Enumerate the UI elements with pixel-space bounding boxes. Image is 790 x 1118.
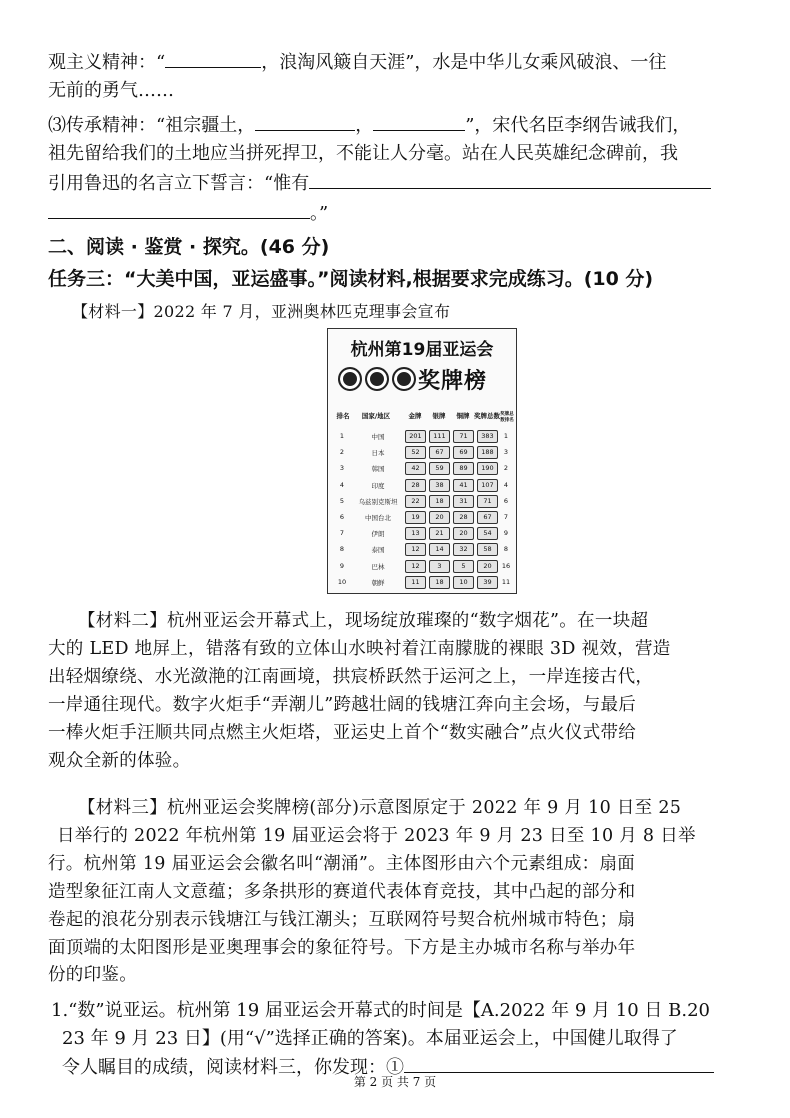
paragraph-line: 【材料二】杭州亚运会开幕式上，现场绽放璀璨的“数字烟花”。在一块超 bbox=[78, 611, 649, 631]
material-one: 【材料一】2022 年 7 月，亚洲奥林匹克理事会宣布 bbox=[72, 302, 451, 321]
table-cell: 中国 bbox=[371, 433, 385, 441]
text-segment: ⑶传承精神：“祖宗疆土， bbox=[48, 115, 256, 136]
table-cell: 38 bbox=[429, 479, 450, 492]
table-cell: 10 bbox=[337, 577, 347, 586]
paragraph-line: 卷起的浪花分别表示钱塘江与钱江潮头；互联网符号契合杭州城市特色；扇 bbox=[48, 910, 636, 930]
table-cell: 59 bbox=[429, 462, 450, 475]
answer-blank[interactable] bbox=[255, 112, 355, 131]
table-cell: 28 bbox=[405, 479, 426, 492]
table-cell: 韩国 bbox=[371, 465, 385, 474]
paragraph-line: 一岸通往现代。数字火炬手“弄潮儿”跨越壮阔的钱塘江奔向主会场，与最后 bbox=[48, 695, 637, 715]
paragraph-line: 份的印鉴。 bbox=[48, 965, 137, 985]
table-row bbox=[332, 479, 512, 493]
answer-blank[interactable] bbox=[404, 1054, 714, 1073]
paragraph-line: 大的 LED 地屏上，错落有致的立体山水映衬着江南朦胧的裸眼 3D 视效，营造 bbox=[48, 639, 671, 659]
table-cell: 乌兹别克斯坦 bbox=[358, 497, 398, 506]
paragraph-line: 行。杭州第 19 届亚运会会徽名叫“潮涌”。主体图形由六个元素组成：扇面 bbox=[48, 854, 636, 874]
table-row bbox=[332, 430, 512, 444]
table-cell: 32 bbox=[453, 543, 474, 556]
table-header-cell: 金牌 bbox=[408, 412, 422, 420]
paragraph-line: 造型象征江南人文意蕴；多条拱形的赛道代表体育竞技，其中凸起的部分和 bbox=[48, 882, 636, 902]
table-cell: 7 bbox=[503, 513, 509, 521]
table-row bbox=[332, 511, 512, 525]
table-cell: 41 bbox=[453, 479, 474, 492]
paragraph-line: 观众全新的体验。 bbox=[48, 751, 191, 771]
table-cell: 19 bbox=[405, 511, 426, 524]
paragraph-line: 1.“数”说亚运。杭州第 19 届亚运会开幕式的时间是【A.2022 年 9 月 10 日 B.20 bbox=[51, 1000, 710, 1021]
paragraph-line: 一棒火炬手汪顺共同点燃主火炬塔，亚运史上首个“数实融合”点火仪式带给 bbox=[48, 723, 637, 743]
table-row bbox=[332, 560, 512, 574]
table-cell: 8 bbox=[339, 545, 345, 554]
table-cell: 42 bbox=[405, 462, 426, 475]
table-cell: 107 bbox=[477, 479, 498, 492]
table-header-cell: 银牌 bbox=[432, 412, 446, 420]
table-cell: 日本 bbox=[371, 449, 385, 458]
table-cell: 1 bbox=[339, 432, 345, 440]
answer-blank[interactable] bbox=[309, 170, 711, 189]
table-cell: 52 bbox=[405, 446, 426, 459]
medal-table-poster bbox=[327, 328, 517, 594]
table-cell: 4 bbox=[339, 480, 345, 489]
table-cell: 31 bbox=[453, 495, 474, 508]
task-heading: 任务三：“大美中国，亚运盛事。”阅读材料,根据要求完成练习。(10 分) bbox=[48, 268, 654, 290]
table-cell: 中国台北 bbox=[365, 514, 391, 522]
table-cell: 9 bbox=[503, 529, 509, 538]
text-line: 无前的勇气…… bbox=[48, 80, 174, 101]
table-cell: 5 bbox=[453, 560, 474, 573]
table-cell: 111 bbox=[429, 430, 450, 443]
table-cell: 14 bbox=[429, 543, 450, 556]
text-segment: ，浪淘风簸自天涯”，水是中华儿女乘风破浪、一往 bbox=[261, 52, 667, 73]
table-header-cell: 排名 bbox=[336, 412, 350, 420]
poster-title: 杭州第19届亚运会 bbox=[350, 340, 494, 360]
table-row bbox=[332, 495, 512, 509]
table-cell: 71 bbox=[477, 495, 498, 508]
table-cell: 6 bbox=[339, 513, 345, 521]
table-cell: 71 bbox=[453, 430, 474, 443]
table-cell: 8 bbox=[503, 545, 509, 554]
table-header-cell: 奖牌总数排名 bbox=[500, 412, 514, 423]
table-cell: 69 bbox=[453, 446, 474, 459]
table-cell: 67 bbox=[477, 511, 498, 524]
paragraph-line: 出轻烟缭绕、水光潋滟的江南画境，拱宸桥跃然于运河之上，一岸连接古代， bbox=[48, 667, 654, 687]
text-segment: 。” bbox=[310, 203, 329, 224]
table-cell: 9 bbox=[339, 561, 345, 570]
paragraph-line: 令人瞩目的成绩，阅读材料三，你发现：① bbox=[62, 1054, 714, 1081]
paragraph-line: 23 年 9 月 23 日】(用“√”选择正确的答案)。本届亚运会上，中国健儿取得了 bbox=[62, 1028, 678, 1049]
table-row bbox=[332, 576, 512, 590]
emblem-icon bbox=[365, 367, 389, 391]
text-segment: 引用鲁迅的名言立下誓言：“惟有 bbox=[48, 173, 310, 194]
text-line bbox=[48, 49, 666, 76]
table-cell: 印度 bbox=[371, 481, 385, 490]
table-cell: 20 bbox=[453, 527, 474, 540]
paragraph-line: 面顶端的太阳图形是亚奥理事会的象征符号。下方是主办城市名称与举办年 bbox=[48, 938, 636, 958]
text-line bbox=[48, 112, 690, 139]
table-cell: 21 bbox=[429, 527, 450, 540]
table-cell: 6 bbox=[503, 496, 509, 505]
table-cell: 12 bbox=[405, 560, 426, 573]
paragraph-line: 【材料三】杭州亚运会奖牌榜(部分)示意图原定于 2022 年 9 月 10 日至 25 bbox=[78, 798, 682, 818]
table-cell: 16 bbox=[501, 561, 511, 570]
answer-blank[interactable] bbox=[165, 49, 261, 68]
table-header-cell: 铜牌 bbox=[456, 412, 470, 420]
table-cell: 89 bbox=[453, 462, 474, 475]
table-row bbox=[332, 543, 512, 557]
table-cell: 20 bbox=[429, 511, 450, 524]
table-cell: 190 bbox=[477, 462, 498, 475]
table-cell: 18 bbox=[429, 576, 450, 589]
table-cell: 67 bbox=[429, 446, 450, 459]
table-cell: 20 bbox=[477, 560, 498, 573]
answer-blank[interactable] bbox=[48, 200, 310, 219]
emblem-icon bbox=[338, 367, 362, 391]
table-cell: 朝鲜 bbox=[371, 578, 385, 587]
table-cell: 5 bbox=[339, 496, 345, 505]
table-header-cell: 奖牌总数 bbox=[474, 412, 500, 420]
table-cell: 10 bbox=[453, 576, 474, 589]
table-cell: 3 bbox=[339, 464, 345, 473]
table-cell: 1 bbox=[503, 432, 509, 440]
table-row bbox=[332, 527, 512, 541]
table-cell: 22 bbox=[405, 495, 426, 508]
table-cell: 7 bbox=[339, 529, 345, 538]
table-cell: 28 bbox=[453, 511, 474, 524]
table-cell: 泰国 bbox=[371, 546, 385, 555]
table-cell: 383 bbox=[477, 430, 498, 443]
text-line bbox=[48, 200, 328, 227]
table-cell: 2 bbox=[339, 448, 345, 457]
table-cell: 3 bbox=[429, 560, 450, 573]
table-cell: 188 bbox=[477, 446, 498, 459]
text-segment: 观主义精神：“ bbox=[48, 52, 166, 73]
table-cell: 58 bbox=[477, 543, 498, 556]
table-cell: 18 bbox=[429, 495, 450, 508]
poster-subtitle: 奖牌榜 bbox=[418, 369, 488, 394]
table-cell: 201 bbox=[405, 430, 426, 443]
table-cell: 54 bbox=[477, 527, 498, 540]
text-segment: ， bbox=[355, 115, 374, 136]
table-cell: 巴林 bbox=[371, 562, 385, 571]
table-cell: 13 bbox=[405, 527, 426, 540]
emblem-group bbox=[338, 367, 416, 391]
table-row bbox=[332, 462, 512, 476]
table-cell: 11 bbox=[501, 577, 511, 586]
table-header-cell: 国家/地区 bbox=[361, 412, 391, 420]
text-line bbox=[48, 170, 711, 197]
table-row bbox=[332, 446, 512, 460]
table-cell: 12 bbox=[405, 543, 426, 556]
table-cell: 11 bbox=[405, 576, 426, 589]
table-cell: 4 bbox=[503, 480, 509, 489]
emblem-icon bbox=[392, 367, 416, 391]
page-footer: 第 2 页 共 7 页 bbox=[353, 1075, 437, 1089]
section-heading: 二、阅读 · 鉴赏 · 探究。(46 分) bbox=[48, 236, 330, 258]
table-cell: 39 bbox=[477, 576, 498, 589]
table-cell: 伊朗 bbox=[371, 530, 385, 539]
text-segment: ”，宋代名臣李纲告诫我们， bbox=[465, 115, 691, 136]
table-cell: 3 bbox=[503, 448, 509, 457]
table-cell: 2 bbox=[503, 464, 509, 473]
text-line: 祖先留给我们的土地应当拼死捍卫，不能让人分毫。站在人民英雄纪念碑前，我 bbox=[48, 143, 678, 164]
paragraph-line: 日举行的 2022 年杭州第 19 届亚运会将于 2023 年 9 月 23 日至 10 月 8 日举 bbox=[57, 826, 696, 846]
answer-blank[interactable] bbox=[373, 112, 465, 131]
